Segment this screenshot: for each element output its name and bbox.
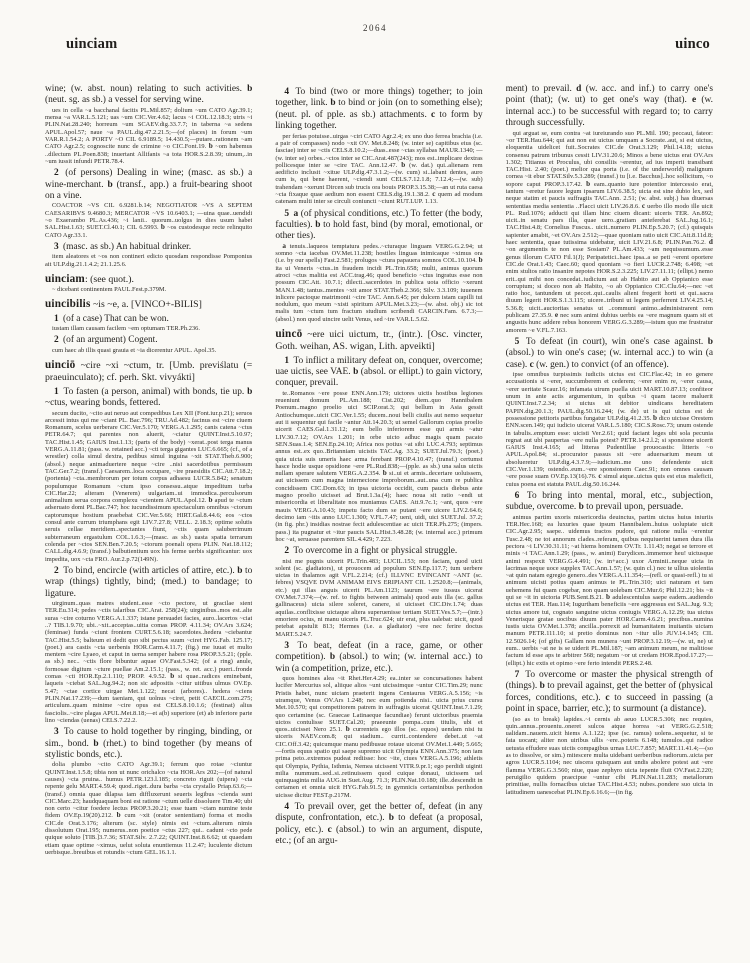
sense-paragraph: 2 (of persons) Dealing in wine; (masc. as sb.) a wine-merchant. b (transf., app.) a fruit-bearing shoot on a vine.: [45, 168, 253, 201]
entry-headword: uincibilis ~is ~e, a. [VINCO+-BILIS]: [45, 297, 202, 310]
sense-paragraph: 4 To prevail over, get the better of, defeat (in any dispute, confrontation, etc.). b to defeat (a proposal, policy, etc.). c (absol.) to win an argument, dispute, etc.; (of an argu-: [275, 802, 483, 847]
citation-block: te..Romanos ~ere posse ENN.Ann.179; uictores uictis hostibus legiones reueniunt domum PL.Am.188; Cist.202; diem..quo Hannibalem Poenum..magno proelio uici SCIP.orat.3; qui bellum in Asia gessit Antiochumque..uicit CIC.Ver.1.55; ducem..noui belli ciuilis aut nemo sequetur aut ii sequentur qui facile ~antur Att.14.20.3; ut semel Gallorum copias proelio uicerit CAES.Gal.1.31.12; eum bello inferiorem esse qui armis ~atur LIV.30.7.12; OV.Ars 1.201; in orbe uicto adhuc magis quam pacato SEN.Suas.1.4; SEN.Ep.24.10; Africa nos potius ~at sibi LUC.4.793; septimus annus est..ex quo..Britanniam uicistis TAC.Ag. 33.2; SUET.Jul.79.3; (poet.) quia uicta suis umeris haec arma ferebant PROP.4.10.47; (transf.) certumst hasce hodie usque opsidione ~ere PL.Rud.838;—(pple. as sb.) una salus uictis nullam sperare salutem VERG.A.2.354. b si..ui et armis..decertare uoluissem, aut uicissem cum magna internecione improborum..aut..una cum re publica concidissem CIC.Dom.63; in ipsa uictoria occidit, cum paucis diebus ante magno proelio uicisset ad Brut.1.3a.(4); haec noua sit ratio ~endi ut misericordia et liberalitate nos muniamus CAES. Att.9.7c.1; ~ant, quos ~ere mauis VERG.A.10.43; impetu facto dum se putant ~ere uicere LIV.2.64.6; decimo iam ~itis anno LUC.1.300; V.FL.7.47; ueni, uidi, uici SUET.Jul. 37.2; (in fig. phr.) insidias nostrae fecit adulescentiae ac uicit TER.Ph.275; (impers. pass.) ita pugnatur et ~itur paucis SAL.Hist.3.48.28; (w. internal acc.) primum hoc ~at, seruasse parentem SIL.4.429; 7.223.: [275, 389, 483, 543]
sense-number: 4: [284, 802, 293, 813]
citation-block: uirginum..quas matres student..esse ~cto pectore, ut gracilae sient TER.Eu.314; pedes ~ctis talaribus CIC.Arat. 258(24); uirginibus..mos est..alte suras ~cire coturno VERG.A.1.337; istane persuadet facies, auro..lacertos ~ciat ..? TIB.1.9.70; ubi..~xit..acceptas..uitta comas PROP. 4.11.34; OV.Ars 3.624; (feminae) funda ~ciunt frontem CURT.5.6.18; sacerdotes..hedera ~ciebantur TAC.Hist.5.5; balteum ei dedit quo sibi pectus suum ~ciret HYG.Fab. 125.17; (poet.) ara castis ~cta uerbenis HOR.Carm.4.11.7; (fig.) me iuuat et multo mentem ~cire Lyaeo, et caput in uerna semper habere rosa PROP.3.5.21; (pple. as sb.) nec.. ~ctis flore bibuntur aquae OV.Fast.5.342; (of a ring) anule, formosae digitum ~cture puellae Am.2.15.1; (pass., w. ret. acc.) pueri..fronde comas ~cti HOR.Ep.2.1.110; PROP. 4.9.52. b si quae..radices eminebant, laqueis ~ciebat SAL.Jug.94.2; non sic adpositis ~citur uitibus ulmus OV.Ep. 5.47; ~ctae cortice uirgae Met.1.122; necat (arbores).. hedera ~ciens PLIN.Nat.17.239;—dum taeniam, qui uolnus ~ciret, petit CAECIL.com.275; articulum..quam minime ~cire opus est CELS.8.10.1.6; (festinat) alius fasciolis..~cire plagas APUL.Met.8.18;—et a(b) superiore (et) ab inferiore parte lino ~ciendas (uenas) CELS.7.22.2.: [45, 600, 253, 724]
running-head-left-word: uinciam: [66, 36, 118, 52]
sense-number: 5: [514, 336, 524, 347]
sense-number: 6: [514, 490, 525, 501]
citation-block: animus partim uxoris misericordia deuinctus, partim uictus huius iniuriis TER.Hec.168; ea luxuries quae ipsum Hannibalem..huius uoluptate uicit CIC.Agr.2.95; saepe.. uidemus tractos pudore, qui ratione nulla ~erentur Tusc.2.48; ne tot annorum clades..referam, quibus nequiuerint tamen dura illa pectora ~i LIV.30.31.11; ~at hiems hominem OV.Tr. 1.11.43; negat se terrore et minis ~i TAC.Ann.1.29; (pass., w. animi) Eurydicen..immemor heu! uictusque animi respexit VERG.G.4.491; (w. in+acc.) uxor Arminii..neque uicta in lacrimas neque uoce supplex TAC.Ann.1.57; (w. quin cl.) nec te ullius uiolentia ~at quin natam egregio genero..des VERG.A.11.354;—(refl. or quasi-refl.) tu si animum uicisti potius quam animus te PL.Trin.310; uici naturam et tam uehemens fui quam cogebar, non quam uolebam CIC.Mur.6; Phil.12.21; bis ~it qui se ~it in uictoria PUB.Sent.B.21. b adulescentulus saepe eadem..audiendo uictus est TER. Hau.114; Iugurtham beneficiis ~ere aggressus est SAL.Jug. 9.3; uictus amore tui, cognato sanguine uictus coniugis VERG.A.12.29; tua uictus Venerisque gratae uocibus diuum pater HOR.Carm.4.6.21; precibus..numina iustis uicta OV.Met.1.378; ancilla..porrexit ad humanitatem inuitantis uictam manum PETR.111.10; si pretio dominus non ~itur ullo JUV.14.145; CIL 12.5026.14; (of gifts) Gallam non munera ~unt PROP.3.12.19;—(w. ut, ne) ut eum.. uerbis ~at ne is se uiderit PL.Mil.187; ~am animum meum, ne malitiose factum id esse aps te arbitrer 568; negatum ~or ut credam HOR.Epod.17.27;—(ellipt.) hic extis et opimo ~ere ferto intendit PERS.2.48.: [505, 513, 713, 667]
sense-paragraph: 3 To beat, defeat (in a race, game, or other competition). b (absol.) to win; (w. internal acc.) to win (a competition, prize, etc.).: [275, 640, 483, 674]
headword: uinciō: [45, 359, 76, 372]
citation-block: iustam illam causam facilem ~em optumam TER.Ph.236.: [52, 325, 201, 333]
citation-block: cum haec ab illis quasi grauia et ~ia dicerentur APUL. Apol.35.: [52, 346, 217, 354]
sense-paragraph: 6 To bring into mental, moral, etc., subjection, subdue, overcome. b to prevail upon, persuade.: [505, 490, 713, 513]
citation-block: secum ducito, ~cito aut neruo aut compedibus Lex XII (Font.iur.p.21); seruos arcessit intus qui me ~ciant PL. Bac.796; TRU.Ad.482; facinus est ~cire ciuem Romanum, scelus uerberare CIC.Ver.5.170; VERG.A.1.295; canis catena ~ctus PETR.64.7; qui parentes non aluerit, ~ciatur QUINT.Inst.5.10.97; TAC.Hist.1.45; GAIUS Inst.1.13; (parts of the body) ~xerat..post terga manus VERG.A.11.81; (pass. w. retained acc.) ~cti terga gigantes LUC.6.665; (cf., of a wrestler) colla simul dextra, pedibus simul inguina ~xit STAT.Theb.6.900; (absol.) neque animaduertere neque ~cire ..nisi sacerdotibus permissum TAC.Ger.7.2; (transf.) Caesarem..loca occupare, ~ire praesidiis CIC.Att.7.18.2; (portenta) ~cta..membrorum per totum corpus adhaesu LUCR.5.842; senatum populumque Romanum ~ctum ipso consessu..atque impeditum turba CIC.Har.22; alteram (Venerem) uulgariam..ui immodica..perculsorum animalium serua corpora complexu ~cientem APUL.Apol.12. b apud te ~ctum adseruato domi PL.Bac.747; hoc iucundissimum spectaculum omnibus ~ctorum captorumque hostium praebebat CIC.Ver.5.66; HIRT.Gal.8.44.6; eos ~ctos consul ante currum triumphans egit LIV.7.27.8; VELL. 2.18.3; optime solutis seruis cellae meridiem..spectantes fiunt, ~ctis quam saluberrimum subterraneum ergastulum COL.1.6.3;—(masc. as sb.) uasta spatia terrarum colenda per ~ctos SEN.Ben.7.20.5; ~ctorum poenali opera PLIN. Nat.18.112; CALL.dig.4.6.9; (transf.) balbutientium uox his ferme uerbis significantur: uox impedita, uox ~cta FRO. Aur.2.p.72(149N).: [45, 409, 253, 563]
sense-number: 2: [284, 546, 292, 557]
sense-paragraph: 3 (masc. as sb.) An habitual drinker.: [54, 241, 192, 252]
running-head-right-word: uinco: [675, 36, 710, 52]
sense-number: 2: [54, 335, 62, 346]
citation-block: a tenuis..laqueos temptatura pedes..~cturaque linguam VERG.G.2.94; ut somno ~cta iacebas OV.Met.11.238; hostiles linguas inimicaque ~ximus ora (i.e. by our spells) Fast.2.581; prolugos ~ctura papauera somnos COL.10.104. b ita ui Veneris ~ctus..in fraudem incidi PL.Trin.658; multi, animus quorum atroci ~ctus malitia est ACC.trag.46; quod beneficio ~ctus ingratus esse non possum CIC.Att. 10.7.1; dilecti..sacerdotes in publica uota officio ~xerunt MAN.1.48; tantus..mentes ~xit amor STAT.Theb.2.366; Silv. 3.3.109; iuuenem inlicere pactoque matrimonii ~cire TAC. Ann.6.45; per dulcem istam capilli tui nodulum, quo meum ~xisti spiritum APUL.Met.3.23;—(w. abst. obj.) sic tot malis tum ~ctum tum fractum studium scribendi CARCIN.Fam. 6.7.3;—(absol.) non quod uincire uelit Venus, sed ~ire VAR.L.5.62.: [275, 241, 483, 323]
citation-block: COACTOR ~VS CIL 6.9281.b.14; NEGOTIATOR ~VS A SEPTEM CAESARIBVS 9.4680.3; MERCATOR ~VS 10.6403.1; —uina quae..uendidi ~o Exaerambo PL.As.436; ~i lanii.. quorum..uolgus in dies usum habet SAL.Hist.1.63; SUET.Cl.40.1; CIL 6.5993. b ~os custodesque recte relinquito CATO Agr.33.1.: [45, 202, 253, 239]
sense-number: 2: [54, 168, 64, 179]
citation-block: per ferias potuisse..uirgas ~ciri CATO Agr.2.4; ex uno duo ferrea brachia (i.e. a pair of compasses) nodo ~xit OV. Met.8.248; (w. inter se) capitibus eius (sc. fasciae) inter se ~ctis CELS.8.10.2;—duas..esse ~ctas syllabas MAUR.1340; —(w. inter se) orbes..~ctos inter se CIC.Arat.487(243); mos est..implicare dextras pollicesque inter se ~cire TAC. Ann.12.47. b (w. dat.) qui..alienam rem aedificio inclusit ~xitue ULP.dig.47.3.1.2;—(w. cum) si..labant dentes, auro cum is, qui bene haerent, ~ciendi sunt CELS.7.12.1.8; 7.12.4;—(w. sub) trahendam ~xerunt Dircen sub trucis ora bouis PROP.3.15.38;—an ut ruta caesa ~cta fixaque quae aedium non essent CELS.dig.19.1.38.2. c quem ad modum catenam multi inter se circuli coniuncti ~ciunt RUT.LUP. 1.13.: [275, 132, 483, 206]
page-number: 2064: [363, 23, 387, 33]
headword: uincō: [275, 328, 303, 341]
sense-number: 3: [54, 241, 62, 252]
sense-paragraph: 5 a (of physical conditions, etc.) To fetter (the body, faculties). b to hold fast, bind (by moral, emotional, or other ties).: [275, 208, 483, 242]
sense-number: 1: [54, 386, 62, 397]
sense-paragraph: 2 (of an argument) Cogent.: [54, 335, 158, 346]
citation-block: item aleatores et ~os non contineri edicto quosdam respondisse Pomponius ait ULP.dig.21.1.4.2; 21.1.25.6.: [45, 253, 253, 268]
sense-paragraph: 5 To defeat (in court), win one's case against. b (absol.) to win one's case; (w. internal acc.) to win (a case). c (w. gen.) to convict (of an offence).: [505, 336, 713, 370]
sense-continuation: wine; (w. abst. noun) relating to such activities. b (neut. sg. as sb.) a vessel for serving wine.: [45, 84, 253, 106]
citation-block: (so as to break) lapides..~i cernis ab aeuo LUCR.5.306; nec requies, quin..annus..prouentu..oneret sulcos atque horrea ~at VERG.G.2.518; ualidam..nauem..uicit hiems A.1.122; ipse (sc. ramus) uolens..sequetur, si te fata uocant; aliter non uiribus ullis ~ere..poteris 6.148; tumulos..qui radice uetusta effudere suas uictis compagibus urnas LUC.7.857; MART.11.41.4;—(so as to dissolve, or sim.) mitescere multa uidebant uerberibus radiorum..uicta per agros LUCR.5.1104; nec uiscera quisquam aut undis abolere potest aut ~ere flamma VERG.G.3.560; niue, quae zephyro uicta tepente fluit OV.Fast.2.220; peruigilio quidem praecipue ~untur cibi PLIN.Nat.11.283; metallorum primitiae, nullis fornacibus uictae TAC.Hist.4.53; nubes..pondere suo uicta in latitudinem uanescebat PLIN.Ep.6.16.6;—(in fig.: [505, 715, 713, 796]
sense-paragraph: 1 (of a case) That can be won.: [54, 313, 169, 324]
text-columns: [45, 84, 713, 946]
headword: uincibilis: [45, 297, 91, 310]
sense-paragraph: 7 To overcome or master the physical strength of (things). b to prevail against, get the better of (physical forces, conditions, etc.). c to succeed in passing (a point in space, barrier, etc.); to surmount (a distance).: [505, 669, 713, 715]
entry-headword: uinciō ~cire ~xi ~ctum, tr. [Umb. previślatu (= praeuinculato); cf. perh. Skt. vivyákti]: [45, 359, 253, 383]
sense-number: 4: [284, 87, 294, 97]
sense-paragraph: 4 To bind (two or more things) together; to join together, link. b to bind or join (on to something else); (neut. pl. of pple. as sb.) attachments. c to form by linking together.: [275, 87, 483, 132]
sense-number: 1: [54, 313, 62, 324]
entry-headword: uincō ~ere uici uictum, tr., (intr.). [Osc. vincter, Goth. weihan, AS. wigan, Lith. apveikti]: [275, 328, 483, 352]
sense-number: 3: [54, 727, 62, 738]
sense-paragraph: 1 To inflict a military defeat on, conquer, overcome; uae uictis, see VAE. b (absol. or ellipt.) to gain victory, conquer, prevail.: [275, 355, 483, 389]
headword: uinciam: [45, 272, 85, 285]
sense-paragraph: 2 To bind, encircle (with articles of attire, etc.). b to wrap (things) tightly, bind; (med.) to bandage; to ligature.: [45, 565, 253, 599]
citation-block: ues in cella ~a bacchanal facitis PL.Mil.857; dolium ~um CATO Agr.39.1; mensa ~a VAR.L.5.121; uas ~um CIC.Ver.4.62; lacus ~i COL.12.18.3; utris ~i PLIN.Nat.28.240; horreum ~um SCAEV.dig.33.7.7; in taberna ~a sedens APUL.Apol.57; naue ~a PAUL.dig.47.2.21.5;—(of places) in forum ~um VAR.R.1.54.2; A PORTV ~O CIL 6.9189.5; 14.430.5;—putare..rationem ~am CATO Agr.2.5; cognoscite nunc de crimine ~o CIC.Font.19. b ~om habemus ..dilectum PL.Poen.838; inuertant Allifanis ~a tota HOR.S.2.8.39; uinum,..in ~um iussit infundi PETR.78.4.: [45, 106, 253, 165]
citation-block: ipse omnibus turpissimis iudiciis uictus est CIC.Flac.42; in eo genere accusationis si ~erer, succumberem et cederem; ~erer enim re, ~erer causa, ~erer ueritate Scaur.16; infamata uirum puella uicit MART.10.87.13; confiteor unum in ante actis argumentum, in quibus ~i quam tacere maluerit QUINT.Inst.7.2.34; si uictus sit debitor uindicans hereditatem PAPIN.dig.20.1.3; PAUL.dig.50.16.244; (w. de) ut is qui uictus est de possessione petitoris partibus fungatur ULP.dig.41.2.35. b dico uicisse Orestem ENN.scen.149; qui iudicio uicerat VAR.L.5.180; CIC.S.Rosc.73; unum ostende in tabulis..emptum esse: uicisti Ver.2.61; quid faciant leges ubi sola pecunia regnat aut ubi paupertas ~ere nulla potest? PETR.14.2.l.2; si sponsione uicerit GAIUS Inst.4.165; ad litteras Pudentillae prouocastis: litteris ~o APUL.Apol.84; si..procurator passus sit ~ere aduersarium meum ut absolueretur ULP.dig.4.3.7.9;—iudicium..me uno defendente uicit CIC.Ver.1.139; ostendo..eum..~ere sponsionem Caec.91; non omnes causam ~ere posse suam OV.Ep.13(16).76. c simul atque..uictus quis est eius maleficii, cuius poena est statuta PAUL.dig.50.16.244.: [505, 371, 713, 488]
citation-block: qui arguat se, eum contra ~at iureiurando suo PL.Mil. 190; peccaui, fateor: ~or TER.Hau.644; qui aut non est uictus umquam a Socrate..aut, si est uictus, eloquentia uidelicet fuit..Socrates CIC.de Orat.3.129; Phil.14.18; uictus consensu patrum tribunus cessit LIV.31.20.6; Minos a bene uictus erat OV.Ars 1.302; Titianus et Proculus, ubi consiliis ~erentur, ad ius imperii transibant TAC.Hist. 2.40; (poet.) melior qua porta (i.e. of the underworld) malignum cornea ~it ebur STAT.Silv.5.3.289; (transf.) tu [i.e. Bacchus]..hoc sollicitum, ~o sopore caput PROP.3.17.42. b eam..quanto iure potentior intercessio erat, tantum ~eretur fauore legum ipsarum LIV.6.38.5; uicta est sine dubio lex, sed neque statim et paucis suffragiis TAC.Ann. 2.51; (w. abst. subj.) has diuersas sententias media sententia ..Flacci uicit LIV.26.8.6. c uerbo illo modo ille uicit PL. Rud.1076; adducti qui illam hinc ciuem dicant: uiceris TER. An.892; uicit..in senatu pars illa, quae uero..gratiam anteferebat SAL.Jug.16.1; TAC.Hist.4.8; Cornelius Fuscus.. uicit..numero PLIN.Ep.5.20.7; (cf.) quisquis sapienter amabit, ~et OV.Ars 2.512;—quae quoniam ratio uicit CIC.Att.8.11d.8; haec sententia, quae tutissima uidebatur, uicit LIV.21.6.8; PLIN.Pan.76.2. d ~on argumentis te non esse Sosiam? PL.Am.433; ~am nequissumum..esse genus illorum CATO Fil.1(J); Peripatetici..haec ipsa..a se peti ~erent oportere CIC.de Orat.1.43; Caec.60; quod quoniam ~o fieri LUCR.2.748; 6.498; ~et enim stultos ratio insanire nepotes HOR.S.2.3.225; LIV.27.11.11; (ellipt.) nemo erit..qui mihi non concedat..iudicium aut ab Habito aut ab Oppianico esse corruptum; si doceo non ab Habito, ~o ab Oppianico CIC.Clu.64;—nec ~et ratio hoc, tantundem ut peccet..qui..caulis alieni fregerit horti et qui..sacra diuum legerit HOR.S.1.3.115; uicere..tribuni ut legem perferrent LIV.4.25.14; 5.36.8; uicit..auctoritas senatus ut ..communi animo..administrarent rem publicam 27.35.9. e nec sum animi dubius uerbis ea ~ere magnum quam sit et angustis hunc addere rebus honorem VERG.G.3.289;—istum quo me frustratur amorem ~e V.FL.7.163.: [505, 129, 713, 334]
sense-number: 1: [284, 355, 292, 366]
column-3: [506, 84, 713, 946]
sense-continuation: ment) to prevail. d (w. acc. and inf.) to carry one's point (that); (w. ut) to get one's way (that). e (w. internal acc.) to be successful with regard to; to carry through successfully.: [505, 84, 713, 129]
sense-number: 3: [284, 640, 296, 651]
column-2: [275, 84, 482, 946]
sense-paragraph: 1 To fasten (a person, animal) with bonds, tie up. b ~ctus, wearing bonds, fettered.: [45, 386, 253, 409]
sense-paragraph: 3 To cause to hold together by ringing, binding, or sim., bond. b (rhet.) to bind together (by means of stylistic bonds, etc.).: [45, 727, 253, 760]
sense-number: 7: [514, 669, 524, 680]
entry-headword: uinciam: (see quot.).: [45, 272, 134, 285]
sense-paragraph: 2 To overcome in a fight or physical struggle.: [284, 546, 458, 557]
sense-number: 5: [284, 208, 292, 219]
citation-block: nisi me pugnis uicerit PL.Trin.483; LUCIL.153; non faciam, quod uicti solent (sc. gladiators), ut prouocem ad populum SEN.Ep.117.7; tum uerbere uictas in thalamos agit V.FL.2.214; (cf.) ILLVNC EVINCANT ~ANT (sc. febres) VSQVE DVM ANIMAM EIVS ERIPIANT CIL 1.2520.8;—(animals, etc.) qui illas anguis uicerit PL.Am.1123; taurum ~ere iussus uicerat OV.Met.7.374;—(w. ref. to fights between animals) quod auis illa (sc. gallus gallinaceus) uicta silere soleret, canere, si uicisset CIC.Div.1.74; duas aquilas..conflixisse uictaque altera superuenisse tertiam SUET.Ves.5.7;—(intr.) emoriere ocius, ni manu uiceris PL.Truc.624; uir erat, plus ualebat: uicit, quod petebat apstulit 813; Hermes (i.e. a gladiator) ~ere nec ferire doctus MART.5.24.7.: [275, 557, 483, 638]
sense-number: 2: [54, 565, 62, 576]
running-head: [66, 36, 710, 53]
citation-block: ~ dicebant continentem PAUL.Fest.p.379M.: [52, 285, 167, 293]
citation-block: quos homines alea ~it Rhet.Her.4.29; ea..inter se concursationes habent lucifer Mercurius sol, aliique alios ~unt uicissimque ~untur CIC.Tim.29; nunc Pristis habet, nunc uictam praeterit ingens Centaurus VERG.A.5.156; ~is utramque, Venus OV.Ars 1.248; nec eum potienda nisi.. uicta prius cursu Met.10.570; qui competitorem patrem in suffragiis uicerat QUINT.Inst.7.1.29; quo certamine (sc. Graecae Latinaeque facundiae) ferunt uictoribus praemia uictos contulisse SUET.Cal.20; praeeunte pompa..cum titulis, ubi et quos..uicisset Nero 25.1. b currenteis ego illos (sc. equos) uendam nisi tu uiceris NAEV.com.8; qui stadium.. currit..contendere debet..ut ~at CIC.Off.3.42; quicumque manu pedibusue rotaue uicerat OV.Met.1.449; 5.665; —fortis equus spatio qui saepe supremo uicit Olympia ENN.Ann.375; non iam prima peto..extremos pudeat rediisse: hoc ~ite, ciues VERG.A.5.196; athletis qui Olympia, Pythia, Isthmia, Nemea uicissent VITR.9.pr.1; ego perdidi uiginti milia nummum..sed..si..retinuissem quod cuique donaui, uicissem uel quinquaginta milia AUG.in Suet.Aug. 71.3; PLIN.Nat.10.180; ille..descendit in certamen et omnia uicit HYG.Fab.91.5; in gymnicis certaminibus perihodon uicisse dicitur FEST.p.217M.: [275, 675, 483, 799]
citation-block: dolia plumbo ~cito CATO Agr.39.1; ferrum quo rotae ~ciuntur QUINT.Inst.1.5.8; tibia non ut nunc orichalco ~cta HOR.Ars 202;—(of natural causes) ~cta pruina.. humus PETR.123.l.185; concreto riguit (uipera) ~cta repente gelu MART.4.59.4; quod..riget..dura barba ~cta crystallo Priap.63.6;—(transf.) omnia quae dilapsa iam diffluxerunt seueris legibus ~cienda sunt CIC.Marc.23; haudquaquam boni est ratione ~ctum uelle dissoluere Tim.40; ubi non certo ~citur foedere lectus PROP.3.20.21; esse tuam ~ctam numine teste fidem OV.Ep.19(20).212. b cum ~xit (orator sententiam) forma et modis CIC.de Orat.3.176; alterum (sc. style) nimis est ~ctum..alterum nimis dissolutum Orat.195; numerus..non poetice ~ctus 227; qui.. cadunt ~cto pede quique soluto [TIB.]3.7.36; STAT.Silv. 2.7.22; QUINT.Inst.8.6.62; ut quaedam etiam quae optime ~ximus, uelut soluta enuntiemus 11.2.47; luculente dictum uerbisque..breuibus et rotundis ~ctum GEL.16.1.1.: [45, 761, 253, 856]
column-1: [45, 84, 252, 946]
